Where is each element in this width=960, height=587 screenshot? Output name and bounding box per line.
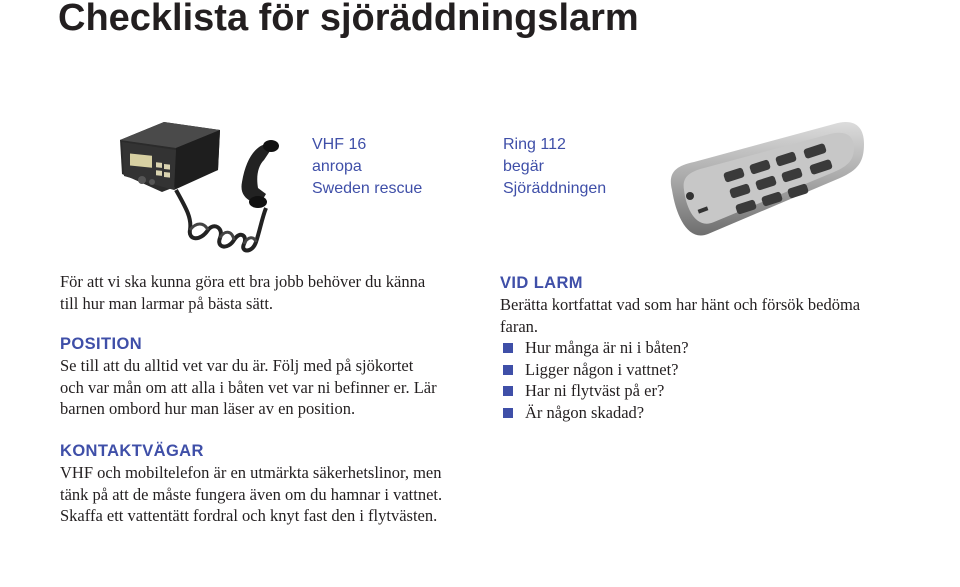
vhf-callout-line: anropa — [312, 158, 362, 175]
vid-larm-line: Berätta kortfattat vad som har hänt och försök bedöma — [500, 295, 861, 314]
vhf-callout-line: VHF 16 — [312, 136, 367, 153]
position-line: barnen ombord hur man läser av en position. — [60, 399, 356, 418]
intro-line: till hur man larmar på bästa sätt. — [60, 293, 274, 313]
checklist-item — [500, 380, 900, 402]
intro-text — [60, 271, 460, 314]
position-heading: POSITION — [60, 335, 143, 353]
square-bullet-icon — [503, 365, 513, 375]
vid-larm-checklist — [500, 337, 900, 423]
position-line: och var mån om att alla i båten vet var ni befinner er. Lär — [60, 377, 437, 397]
position-line: Se till att du alltid vet var du är. Följ med på sjökortet — [60, 356, 414, 375]
phone-callout-line: Sjöräddningen — [503, 180, 607, 197]
page-title: Checklista för sjöräddningslarm — [58, 0, 639, 39]
checklist-item-label: Hur många är ni i båten? — [525, 338, 689, 357]
mobile-phone-image — [664, 104, 868, 240]
vid-larm-line: faran. — [500, 316, 539, 336]
phone-callout-line: begär — [503, 158, 544, 175]
square-bullet-icon — [503, 386, 513, 396]
checklist-item-label: Är någon skadad? — [525, 402, 645, 422]
position-section — [60, 333, 460, 420]
kontakt-line: tänk på att de måste fungera även om du hamnar i vattnet. — [60, 484, 443, 504]
kontakt-section — [60, 440, 480, 527]
square-bullet-icon — [503, 408, 513, 418]
phone-callout — [503, 134, 606, 200]
checklist-item-label: Har ni flytväst på er? — [525, 381, 665, 400]
vhf-callout — [312, 134, 422, 200]
vhf-radio-image — [116, 118, 286, 260]
kontakt-line: VHF och mobiltelefon är en utmärkta säkerhetslinor, men — [60, 463, 442, 482]
intro-line: För att vi ska kunna göra ett bra jobb behöver du känna — [60, 272, 426, 291]
vid-larm-heading: VID LARM — [500, 274, 583, 292]
kontakt-heading: KONTAKTVÄGAR — [60, 442, 204, 460]
square-bullet-icon — [503, 343, 513, 353]
kontakt-line: Skaffa ett vattentätt fordral och knyt fast den i flytvästen. — [60, 506, 438, 525]
phone-callout-line: Ring 112 — [503, 136, 566, 153]
vhf-callout-line: Sweden rescue — [312, 180, 423, 197]
checklist-item-label: Ligger någon i vattnet? — [525, 359, 679, 379]
checklist-item — [500, 359, 900, 381]
checklist-item — [500, 337, 900, 359]
vid-larm-section — [500, 272, 900, 423]
checklist-item — [500, 402, 900, 424]
